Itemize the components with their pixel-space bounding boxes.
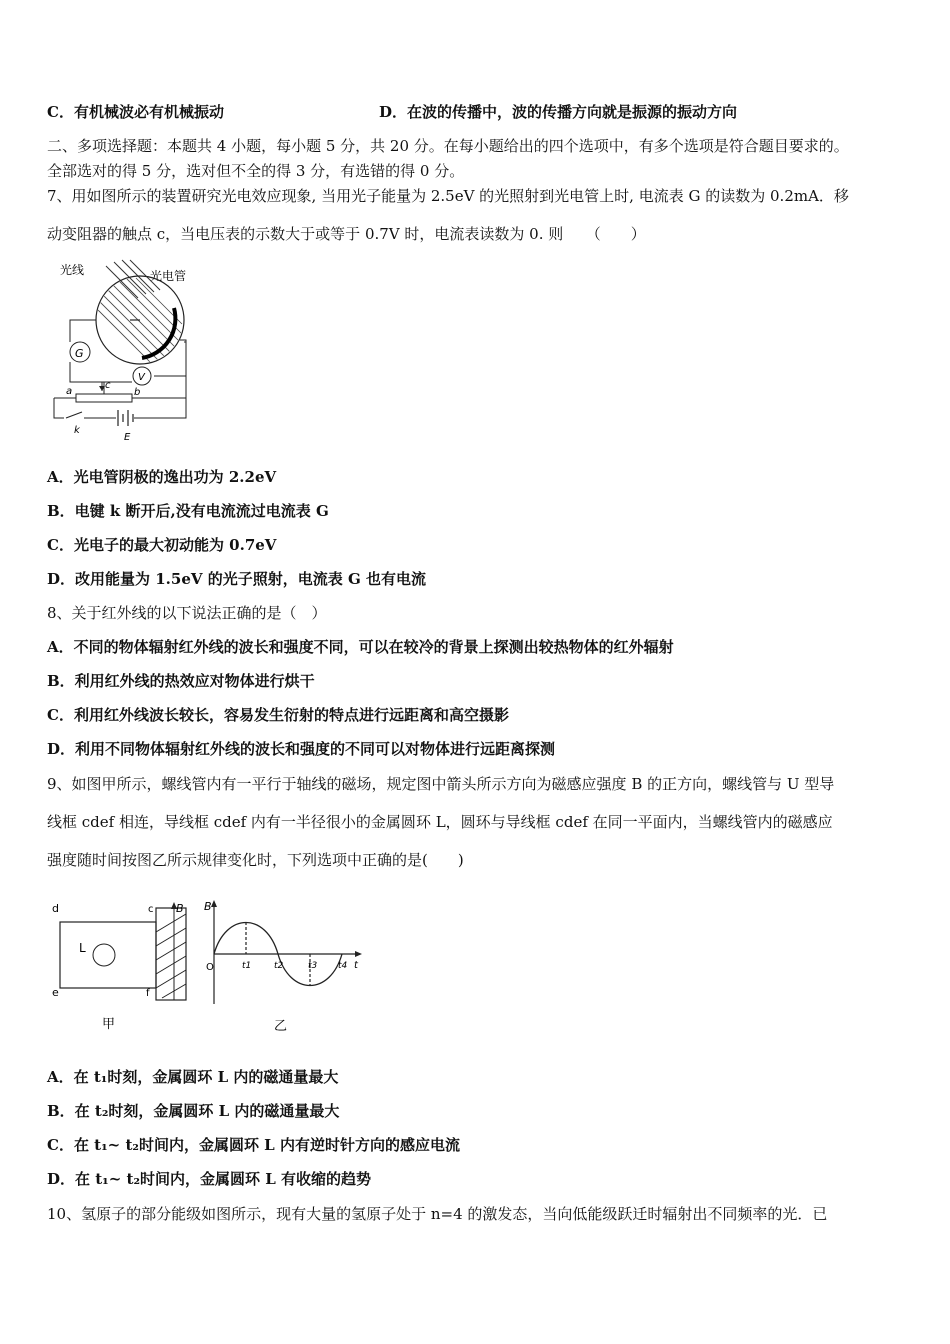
rheostat [76, 394, 132, 402]
label-t2: t2 [274, 961, 284, 971]
label-t-axis: t [354, 960, 358, 971]
q10-stem-1: 10、氢原子的部分能级如图所示，现有大量的氢原子处于 n=4 的激发态，当向低能级跃迁时辐射出不同频率的光．已 [47, 1205, 828, 1223]
battery [118, 410, 133, 426]
solenoid-figure [46, 892, 366, 1042]
solenoid-coils [156, 914, 186, 998]
label-c: c [148, 904, 154, 915]
label-l: L [79, 941, 86, 955]
q8-option-a: A．不同的物体辐射红外线的波长和强度不同，可以在较冷的背景上探测出较热物体的红外辐射 [47, 638, 674, 656]
q9-stem-1: 9、如图甲所示，螺线管内有一平行于轴线的磁场，规定图中箭头所示方向为磁感应强度 B 的正方向，螺线管与 U 型导 [47, 775, 835, 793]
label-t1: t1 [242, 961, 252, 971]
q6-option-d: D．在波的传播中，波的传播方向就是振源的振动方向 [379, 103, 738, 121]
label-origin: O [206, 962, 214, 973]
q7-option-c: C．光电子的最大初动能为 0.7eV [47, 536, 277, 554]
section2-instruction-1: 二、多项选择题：本题共 4 小题，每小题 5 分，共 20 分。在每小题给出的四个选项中，有多个选项是符合题目要求的。 [47, 137, 849, 155]
q7-stem-1: 7、用如图所示的装置研究光电效应现象, 当用光子能量为 2.5eV 的光照射到光电管上时, 电流表 G 的读数为 0.2mA．移 [47, 187, 849, 205]
caption-yi: 乙 [274, 1019, 288, 1034]
q8-option-d: D．利用不同物体辐射红外线的波长和强度的不同可以对物体进行远距离探测 [47, 740, 556, 758]
q9-option-d: D．在 t₁~ t₂时间内，金属圆环 L 有收缩的趋势 [47, 1170, 372, 1188]
label-c: c [105, 380, 111, 391]
label-b-solenoid: B [176, 902, 184, 915]
q7-option-d: D．改用能量为 1.5eV 的光子照射，电流表 G 也有电流 [47, 570, 426, 588]
label-e: E [124, 432, 131, 443]
q9-stem-3: 强度随时间按图乙所示规律变化时，下列选项中正确的是( ) [47, 851, 464, 869]
label-k: k [74, 425, 80, 436]
label-e: e [52, 986, 59, 999]
q7-stem-2: 动变阻器的触点 c，当电压表的示数大于或等于 0.7V 时，电流表读数为 0. 则 （ ） [47, 225, 646, 243]
q9-option-a: A．在 t₁时刻，金属圆环 L 内的磁通量最大 [47, 1068, 339, 1086]
label-light: 光线 [60, 263, 85, 277]
label-b-graph: B [204, 900, 212, 913]
label-a: a [66, 386, 73, 397]
label-g: G [75, 347, 84, 360]
label-v: V [138, 372, 145, 383]
q8-option-b: B．利用红外线的热效应对物体进行烘干 [47, 672, 315, 690]
metal-ring-l [93, 944, 115, 966]
q9-stem-2: 线框 cdef 相连，导线框 cdef 内有一半径很小的金属圆环 L，圆环与导线框 cdef 在同一平面内，当螺线管内的磁感应 [47, 813, 833, 831]
cathode [142, 308, 175, 358]
label-f: f [146, 988, 150, 999]
frame-cdef [60, 922, 156, 988]
q6-option-c: C．有机械波必有机械振动 [47, 103, 224, 121]
label-phototube: 光电管 [150, 269, 187, 283]
caption-jia: 甲 [102, 1017, 116, 1032]
photoelectric-circuit-figure [46, 258, 206, 448]
q7-option-b: B．电键 k 断开后,没有电流流过电流表 G [47, 502, 329, 520]
q9-option-b: B．在 t₂时刻，金属圆环 L 内的磁通量最大 [47, 1102, 340, 1120]
q8-stem: 8、关于红外线的以下说法正确的是（ ） [47, 604, 327, 622]
label-b: b [134, 387, 141, 398]
q8-option-c: C．利用红外线波长较长，容易发生衍射的特点进行远距离和高空摄影 [47, 706, 509, 724]
section2-instruction-2: 全部选对的得 5 分，选对但不全的得 3 分，有选错的得 0 分。 [47, 162, 465, 180]
switch-k [66, 412, 82, 418]
q7-option-a: A．光电管阴极的逸出功为 2.2eV [47, 468, 277, 486]
label-t4: t4 [338, 961, 348, 971]
q9-option-c: C．在 t₁~ t₂时间内，金属圆环 L 内有逆时针方向的感应电流 [47, 1136, 460, 1154]
label-t3: t3 [308, 961, 318, 971]
label-d: d [52, 902, 59, 915]
